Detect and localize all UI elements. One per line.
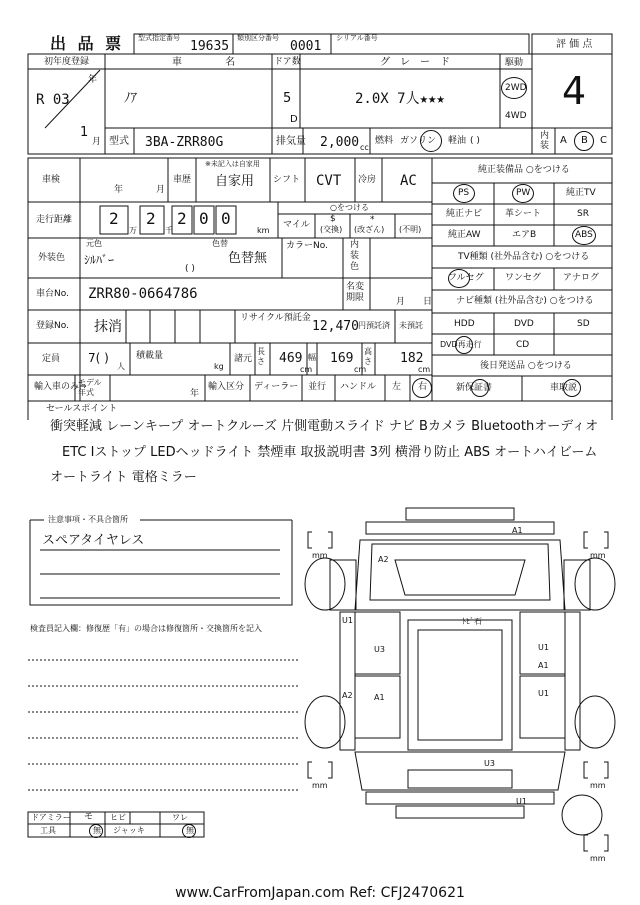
shift-value: CVT <box>316 173 342 189</box>
dims-label: 諸元 <box>234 354 253 364</box>
handle-right-circle <box>412 378 432 398</box>
later-manual-circle <box>563 379 581 397</box>
jack-value: 無 <box>186 826 194 835</box>
import-label: 輸入車のみ⇒ <box>34 382 87 392</box>
height-cm: cm <box>418 365 431 374</box>
equip-sr: SR <box>577 209 589 219</box>
first-reg-label: 初年度登録 <box>44 57 90 67</box>
first-reg-era: R 03 <box>36 92 70 108</box>
type-designation-value: 19635 <box>190 39 230 54</box>
capacity-label: 定員 <box>42 354 61 364</box>
mileage-unknown: (不明) <box>399 225 422 234</box>
later-manual: 車取説 <box>550 383 578 393</box>
mm-front-right: mm <box>590 551 606 560</box>
orig-color-label: 元色 <box>86 239 102 248</box>
navi-dvd-run: DVD再走行 <box>440 340 482 349</box>
capacity-unit: 人 <box>117 362 125 371</box>
notes-label: 注意事項・不具合箇所 <box>48 515 128 524</box>
navi-dvd-run-circle <box>455 336 473 354</box>
navi-dvd: DVD <box>514 319 534 329</box>
import-class-label: 輸入区分 <box>208 382 245 392</box>
shift-label: シフト <box>273 175 301 185</box>
load-label: 積載量 <box>136 351 164 361</box>
length-value: 469 <box>279 351 303 366</box>
history-note: ※未記入は自家用 <box>205 160 260 168</box>
category-label: 類別区分番号 <box>237 34 279 42</box>
sheet-title: 出 品 票 <box>50 34 125 53</box>
mileage-dollar: $ <box>330 214 336 224</box>
fuel-paren: ( ) <box>470 136 480 146</box>
score-value: 4 <box>562 69 587 113</box>
mark-a1-right: A1 <box>538 661 549 670</box>
warranty-label: 名変期限 <box>346 282 365 303</box>
mileage-sen: 千 <box>165 226 173 235</box>
sales-label: セールスポイント <box>46 404 118 414</box>
fuel-gasoline: ガソリン <box>400 136 437 146</box>
displacement-unit: cc <box>360 143 369 152</box>
grade-value: 2.0X 7人★★★ <box>355 91 445 107</box>
color-paren: ( ) <box>185 264 195 274</box>
sales-line-3: オートライト 電格ミラー <box>50 470 197 485</box>
year-unit: 年 <box>88 75 98 85</box>
interior-b: B <box>581 135 588 146</box>
tv-fullseg: フルセグ <box>448 273 484 283</box>
navi-cd: CD <box>516 340 530 350</box>
inspector-label: 検査員記入欄：修復歴「有」の場合は修復箇所・交換箇所を記入 <box>30 624 262 633</box>
mark-u1-right: U1 <box>538 643 549 652</box>
recycle-unpaid: 未預託 <box>399 321 423 330</box>
chassis-value: ZRR80-0664786 <box>88 286 198 302</box>
color-change-value: 色替無 <box>228 251 268 266</box>
height-label: 高さ <box>364 347 372 366</box>
model-year-label: モデル年式 <box>78 378 102 397</box>
width-cm: cm <box>354 365 367 374</box>
car-name-label: 車 名 <box>172 57 256 68</box>
reg-label: 登録No. <box>36 321 69 331</box>
load-kg: kg <box>214 362 224 371</box>
equip-navi: 純正ナビ <box>446 209 483 219</box>
equip-abs-circle <box>572 226 596 245</box>
color-no-label: カラーNo. <box>286 241 328 251</box>
model-label: 型式 <box>109 136 129 147</box>
mark-u1-right-2: U1 <box>538 689 549 698</box>
later-header: 後日発送品 ○をつける <box>480 361 572 371</box>
length-cm: cm <box>300 365 313 374</box>
history-label: 車歴 <box>173 175 192 185</box>
recycle-value: 12,470 <box>312 319 359 334</box>
equip-pw: PW <box>516 188 531 198</box>
exterior-label: 外装色 <box>38 253 66 263</box>
reg-value: 抹消 <box>94 319 122 335</box>
door-type: D <box>290 114 298 125</box>
mark-u3-rear: U3 <box>484 759 495 768</box>
mark-u1-bottom: U1 <box>516 797 527 806</box>
later-warranty: 新保証書 <box>456 383 493 393</box>
mark-stone-chip: ﾄﾋﾞ石 <box>462 617 482 626</box>
mileage-digit-1: 2 <box>109 209 119 228</box>
navi-sd: SD <box>577 319 590 329</box>
mileage-star: * <box>370 215 375 225</box>
mark-a2-left: A2 <box>342 691 353 700</box>
type-designation-label: 型式指定番号 <box>138 34 180 42</box>
mark-u3-hood: U3 <box>374 645 385 654</box>
capacity-value: 7( ) <box>88 351 109 365</box>
handle-right: 右 <box>418 382 428 392</box>
fuel-label: 燃料 <box>375 136 394 146</box>
interior-color-label: 内装色 <box>350 240 360 272</box>
model-year-unit: 年 <box>190 389 200 399</box>
equip-ps: PS <box>458 188 470 198</box>
history-value: 自家用 <box>215 174 255 189</box>
mm-front-left: mm <box>312 551 328 560</box>
mileage-circle-note: ○をつける <box>330 203 369 212</box>
model-value: 3BA-ZRR80G <box>145 135 224 150</box>
break-label: ワレ <box>172 813 188 822</box>
inspection-month-unit: 月 <box>156 185 166 195</box>
mark-a1-top: A1 <box>512 526 523 535</box>
drive-2wd: 2WD <box>505 83 527 93</box>
jack-label: ジャッキ <box>113 826 145 835</box>
jack-value-circle <box>182 824 196 838</box>
score-label: 評 価 点 <box>556 39 593 50</box>
mileage-km: km <box>257 226 270 235</box>
color-change-label: 色替 <box>212 239 228 248</box>
handle-left: 左 <box>392 382 402 392</box>
warranty-month: 月 <box>396 297 406 307</box>
warranty-day: 日 <box>423 297 433 307</box>
mark-a2-front: A2 <box>378 555 389 564</box>
door-mirror-label: ドアミラー <box>31 813 71 822</box>
mileage-digit-5: 0 <box>221 209 231 228</box>
interior-c: C <box>600 135 607 146</box>
sales-line-1: 衝突軽減 レーンキープ オートクルーズ 片側電動スライド ナビ Bカメラ Bluetoothオーディオ <box>50 419 599 434</box>
handle-label: ハンドル <box>340 382 377 392</box>
notes-line-1: スペアタイヤレス <box>42 533 145 548</box>
mileage-altered: (改ざん) <box>354 225 385 234</box>
mileage-mile: マイル <box>283 220 310 230</box>
serial-label: シリアル番号 <box>336 34 378 42</box>
ac-value: AC <box>400 173 417 189</box>
mark-a1-left: A1 <box>374 693 385 702</box>
footer-reference: www.CarFromJapan.com Ref: CFJ2470621 <box>175 885 465 901</box>
ac-label: 冷房 <box>358 175 377 185</box>
category-value: 0001 <box>290 39 322 54</box>
mm-rear-right: mm <box>590 781 606 790</box>
import-parallel: 並行 <box>308 382 327 392</box>
fuel-diesel: 軽油 <box>448 136 467 146</box>
tv-oneseg: ワンセグ <box>505 273 542 283</box>
crack-label: ヒビ <box>110 813 126 822</box>
month-unit: 月 <box>92 137 102 147</box>
tv-analog: アナログ <box>563 273 600 283</box>
mm-rear-left: mm <box>312 781 328 790</box>
interior-label: 内装 <box>540 131 550 151</box>
equipment-header: 純正装備品 ○をつける <box>478 165 570 175</box>
chassis-label: 車台No. <box>36 289 69 299</box>
tv-fullseg-circle <box>448 269 470 288</box>
tv-header: TV種類 (社外品含む) ○をつける <box>458 252 590 262</box>
inspection-label: 車検 <box>42 175 61 185</box>
mileage-digit-2: 2 <box>146 209 156 228</box>
mileage-label: 走行距離 <box>36 215 73 225</box>
equip-airbag: エアB <box>512 230 537 240</box>
door-mirror-value: モ <box>84 812 94 822</box>
sales-line-2: ETC Iストップ LEDヘッドライト 禁煙車 取扱説明書 3列 横滑り防止 ABS オートハイビーム <box>62 445 598 460</box>
first-reg-month: 1 <box>80 125 89 140</box>
tools-label: 工具 <box>40 826 56 835</box>
tools-value: 無 <box>93 826 101 835</box>
height-value: 182 <box>400 351 424 366</box>
equip-abs: ABS <box>575 230 593 240</box>
drive-4wd: 4WD <box>505 111 527 121</box>
mileage-digit-4: 0 <box>199 209 209 228</box>
inspection-year-unit: 年 <box>114 185 124 195</box>
mileage-digit-3: 2 <box>177 209 187 228</box>
width-value: 169 <box>330 351 354 366</box>
import-dealer: ディーラー <box>254 382 299 392</box>
drive-label: 駆動 <box>505 58 524 68</box>
equip-tv: 純正TV <box>566 188 596 198</box>
tools-value-circle <box>89 824 103 838</box>
equip-ps-circle <box>453 184 475 203</box>
later-warranty-circle <box>471 379 489 397</box>
equip-leather: 革シート <box>505 209 542 219</box>
equip-pw-circle <box>512 184 534 203</box>
doors-value: 5 <box>283 91 292 106</box>
interior-a: A <box>560 135 567 146</box>
recycle-suffix: 円預託済 <box>358 321 390 330</box>
mileage-man: 万 <box>129 226 137 235</box>
width-label: 幅 <box>308 353 316 362</box>
displacement-label: 排気量 <box>276 136 306 147</box>
navi-header: ナビ種類 (社外品含む) ○をつける <box>456 296 594 306</box>
recycle-label-line: リサイクル預託金 <box>240 313 311 323</box>
equip-aw: 純正AW <box>448 230 481 240</box>
grade-label: グレード <box>380 57 460 68</box>
mileage-exchange: (交換) <box>320 225 343 234</box>
navi-hdd: HDD <box>454 319 475 329</box>
length-label: 長さ <box>257 347 265 366</box>
displacement-value: 2,000 <box>320 135 360 150</box>
doors-label: ドア数 <box>274 57 301 67</box>
car-name-value: ﾉｱ <box>124 91 137 106</box>
mark-u1-left: U1 <box>342 616 353 625</box>
mm-spare: mm <box>590 854 606 863</box>
orig-color-value: ｼﾙﾊﾞｰ <box>84 253 115 267</box>
